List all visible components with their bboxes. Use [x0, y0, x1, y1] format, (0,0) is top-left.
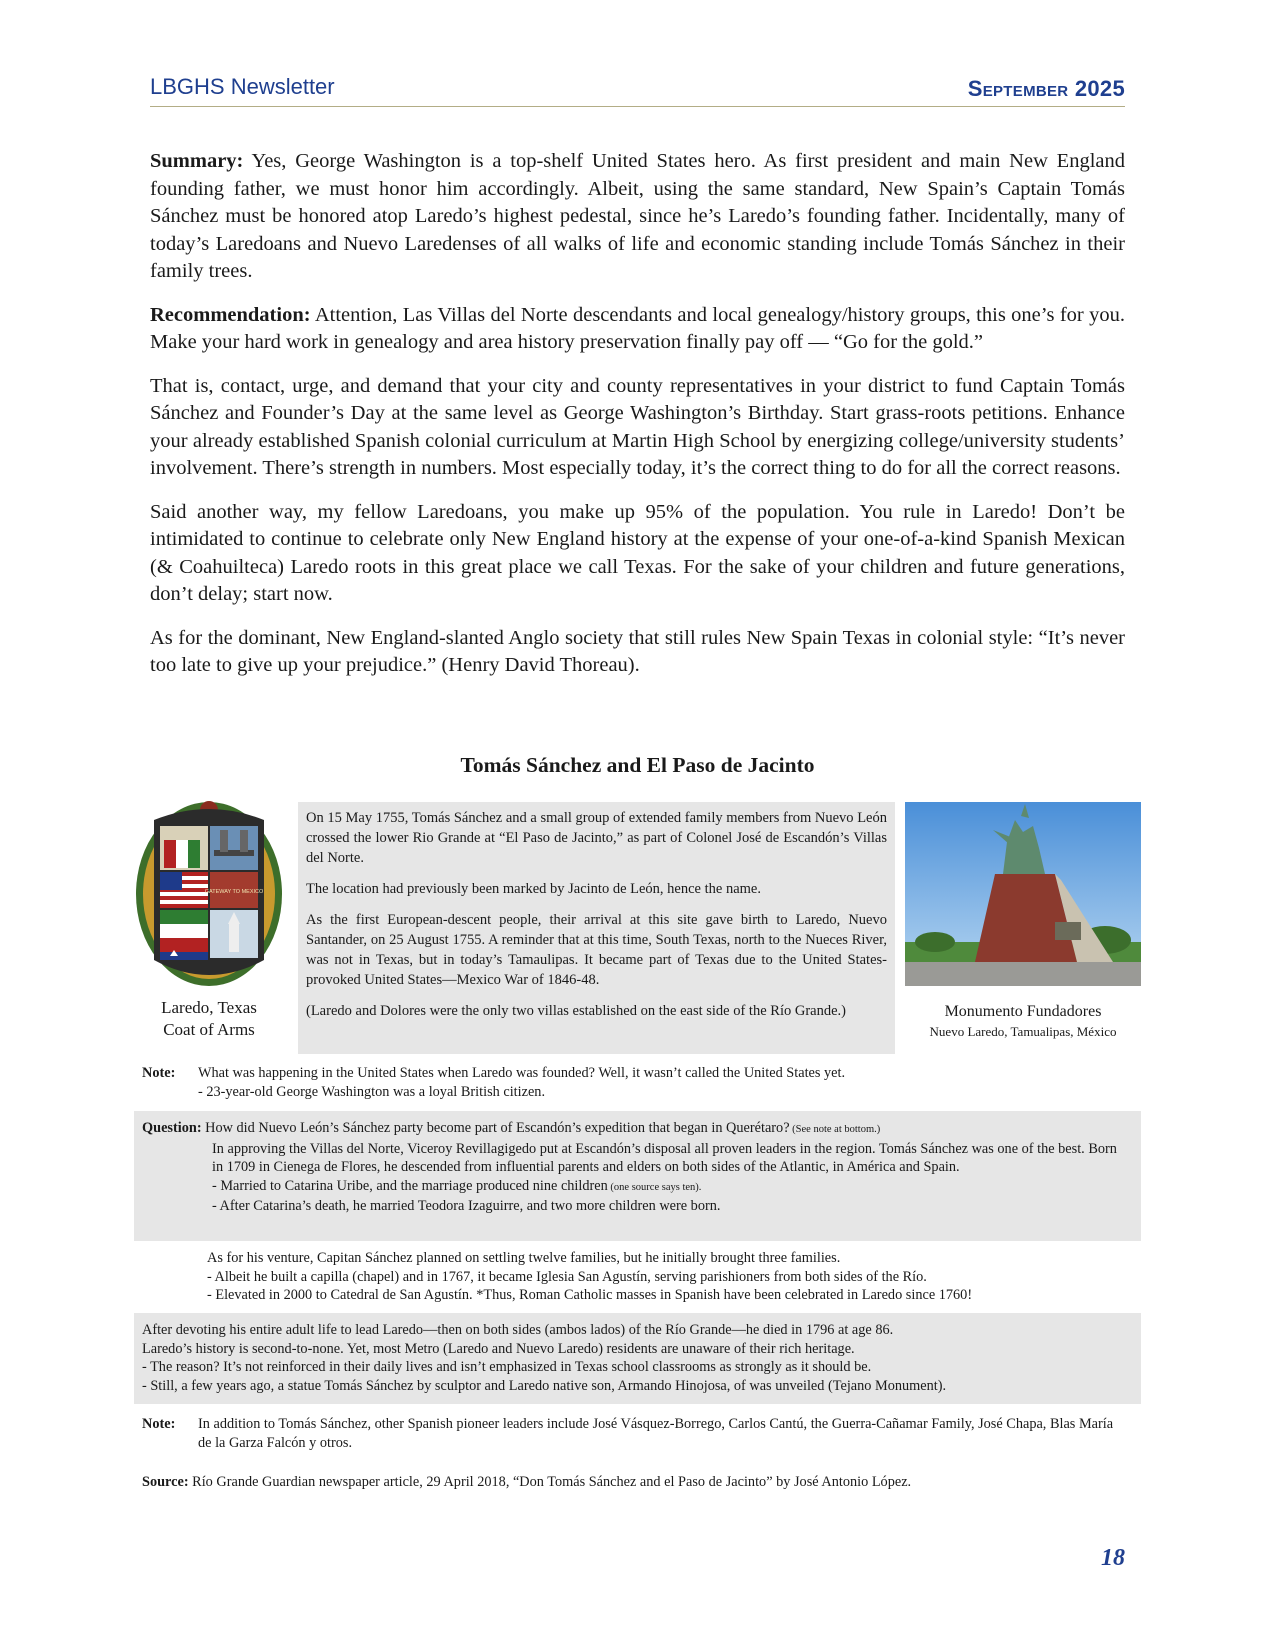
- info-paragraph-1: On 15 May 1755, Tomás Sánchez and a small group of extended family members from Nuevo León crossed the lower Rio Grande at “El Paso de Jacinto,” as part of Colonel José de Escandón’s Villas del Norte.: [306, 810, 887, 866]
- venture-line-3: - Elevated in 2000 to Catedral de San Agustín. *Thus, Roman Catholic masses in Spanish have been celebrated in Laredo since 1760!: [207, 1287, 973, 1303]
- note-pioneer-leaders: [142, 1415, 1127, 1452]
- coat-caption: [134, 997, 284, 1041]
- source-text: Río Grande Guardian newspaper article, 29 April 2018, “Don Tomás Sánchez and el Paso de Jacinto” by José Antonio López.: [188, 1474, 912, 1490]
- venture-section: [207, 1249, 1127, 1305]
- summary-text: Yes, George Washington is a top-shelf United States hero. As first president and main New England founding father, we must honor him accordingly. Albeit, using the same standard, New Spain’s Captain Tomás Sánchez must be honored atop Laredo’s highest pedestal, since he’s Laredo’s founding father. Incidentally, many of today’s Laredoans and Nuevo Laredenses of all walks of life and economic standing include Tomás Sánchez in their family trees.: [150, 150, 1125, 282]
- legacy-line-4: - Still, a few years ago, a statue Tomás Sánchez by sculptor and Laredo native son, Armando Hinojosa, of was unveiled (Tejano Monument).: [142, 1377, 947, 1394]
- coat-caption-line-1: Laredo, Texas: [161, 998, 257, 1017]
- issue-date: September 2025: [967, 76, 1125, 101]
- coat-of-arms-image: [134, 800, 284, 988]
- summary-label: Summary:: [150, 150, 244, 172]
- info-paragraph-2: The location had previously been marked by Jacinto de León, hence the name.: [306, 881, 761, 897]
- question-see-note: (See note at bottom.): [789, 1124, 881, 1135]
- source-citation: [142, 1473, 1127, 1492]
- photo-caption-location: Nuevo Laredo, Tamualipas, México: [929, 1024, 1117, 1039]
- article-body: [150, 148, 1125, 696]
- note-line-2: - 23-year-old George Washington was a loyal British citizen.: [198, 1083, 546, 1100]
- recommendation-text: Attention, Las Villas del Norte descendants and local genealogy/history groups, this one’s for you. Make your hard work in genealogy and area history preservation finally pay off — “Go for the gold.”: [150, 303, 1125, 353]
- note-line-1: What was happening in the United States when Laredo was founded? Well, it wasn’t called the United States yet.: [198, 1065, 846, 1081]
- founding-info-box: [298, 802, 895, 1054]
- paragraph-3: That is, contact, urge, and demand that your city and county representatives in your district to fund Captain Tomás Sánchez and Founder’s Day at the same level as George Washington’s Birthday. Start grass-roots petitions. Enhance your already established Spanish colonial curriculum at Martin High School by energizing college/university students’ involvement. There’s strength in numbers. Most especially today, it’s the correct thing to do for all the correct reasons.: [150, 374, 1125, 479]
- newsletter-title: LBGHS Newsletter: [150, 74, 335, 99]
- question-bullet-1-aside: (one source says ten).: [607, 1181, 702, 1193]
- coat-caption-line-2: Coat of Arms: [163, 1020, 255, 1039]
- question-answer: In approving the Villas del Norte, Viceroy Revillagigedo put at Escandón’s disposal all proven leaders in the region. Tomás Sánchez was one of the best. Born in 1709 in Cienega de Flores, he descended from influential parents and elders on both sides of the Atlantic, in América and Spain.: [212, 1140, 1117, 1175]
- header-divider: [150, 106, 1125, 107]
- recommendation-label: Recommendation:: [150, 303, 311, 326]
- legacy-line-1: After devoting his entire adult life to lead Laredo—then on both sides (ambos lados) of the Río Grande—he died in 1796 at age 86.: [142, 1322, 894, 1338]
- info-paragraph-3: As the first European-descent people, their arrival at this site gave birth to Laredo, Nuevo Santander, on 25 August 1755. A reminder that at this time, South Texas, north to the Nueces River, was not in Texas, but in today’s Tamaulipas. It became part of Texas due to the United States-provoked United States—Mexico War of 1846-48.: [306, 912, 887, 988]
- monument-photo: [905, 802, 1141, 986]
- question-text: How did Nuevo León’s Sánchez party become part of Escandón’s expedition that began in Querétaro?: [201, 1120, 790, 1136]
- question-bullet-1: [142, 1177, 1131, 1198]
- note2-text: In addition to Tomás Sánchez, other Spanish pioneer leaders include José Vásquez-Borrego, Carlos Cantú, the Guerra-Cañamar Family, José Chapa, Blas María de la Garza Falcón y otros.: [198, 1416, 1114, 1451]
- paragraph-4: Said another way, my fellow Laredoans, you make up 95% of the population. You rule in Laredo! Don’t be intimidated to continue to celebrate only New England history at the expense of your one-of-a-kind Spanish Mexican (& Coahuilteca) Laredo roots in this great place we call Texas. For the sake of your children and future generations, don’t delay; start now.: [150, 500, 1125, 605]
- source-label: Source:: [142, 1474, 189, 1490]
- summary-paragraph: [150, 148, 1125, 286]
- info-paragraph-4: (Laredo and Dolores were the only two villas established on the east side of the Río Grande.): [306, 1003, 846, 1019]
- legacy-line-3: - The reason? It’s not reinforced in their daily lives and isn’t emphasized in Texas school classrooms as strongly as it should be.: [142, 1359, 872, 1375]
- question-box: [134, 1111, 1141, 1241]
- legacy-line-2: Laredo’s history is second-to-none. Yet, most Metro (Laredo and Nuevo Laredo) residents are unaware of their rich heritage.: [142, 1340, 855, 1357]
- page-number: 18: [1101, 1545, 1125, 1571]
- note-us-history: [142, 1064, 1127, 1101]
- note-label: Note:: [142, 1065, 176, 1081]
- photo-caption-title: Monumento Fundadores: [944, 1003, 1102, 1020]
- question-label: Question:: [142, 1120, 202, 1136]
- question-bullet-1-text: - Married to Catarina Uribe, and the marriage produced nine children: [212, 1177, 608, 1194]
- legacy-box: [134, 1313, 1141, 1404]
- section-title: Tomás Sánchez and El Paso de Jacinto: [460, 753, 815, 777]
- note2-label: Note:: [142, 1416, 176, 1432]
- paragraph-5: As for the dominant, New England-slanted Anglo society that still rules New Spain Texas in colonial style: “It’s never too late to give up your prejudice.” (Henry David Thoreau).: [150, 626, 1125, 676]
- coat-banner-text: GATEWAY TO MEXICO: [204, 889, 264, 895]
- recommendation-paragraph: [150, 302, 1125, 357]
- question-bullet-2: - After Catarina’s death, he married Teodora Izaguirre, and two more children were born.: [212, 1198, 721, 1214]
- venture-line-2: - Albeit he built a capilla (chapel) and in 1767, it became Iglesia San Agustín, serving parishioners from both sides of the Río.: [207, 1268, 927, 1285]
- venture-line-1: As for his venture, Capitan Sánchez planned on settling twelve families, but he initially brought three families.: [207, 1250, 841, 1266]
